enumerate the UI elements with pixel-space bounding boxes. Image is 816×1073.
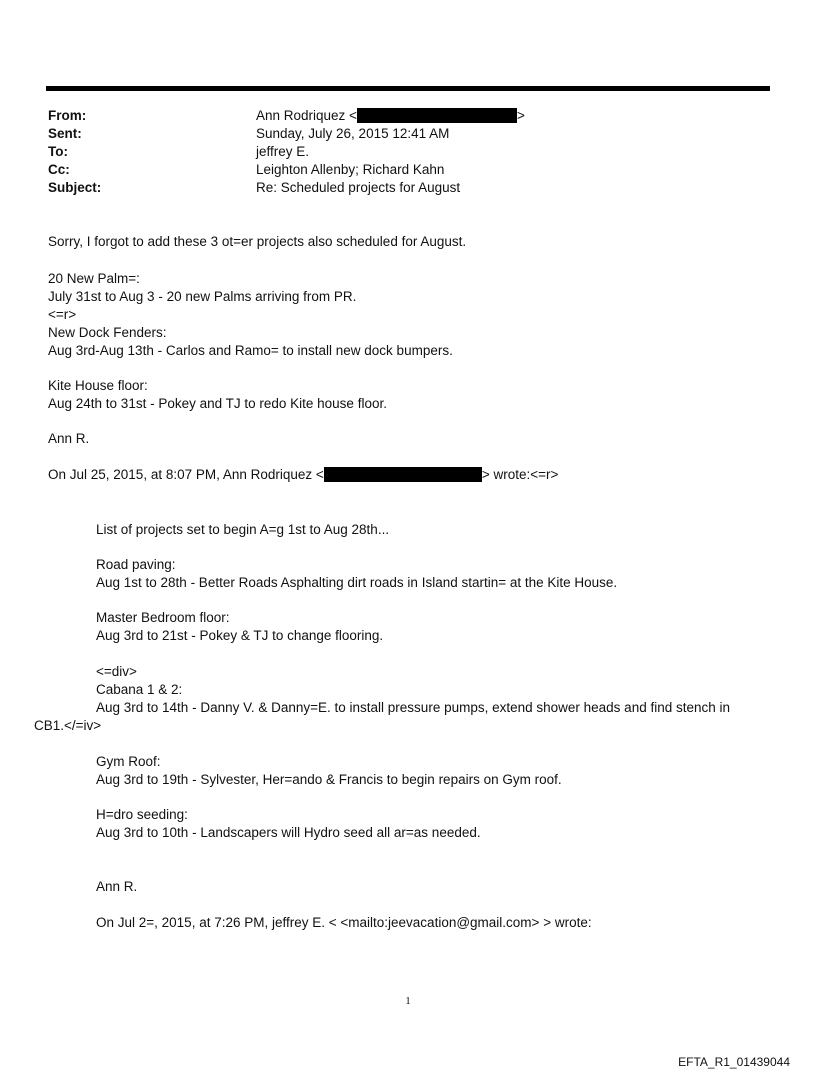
- quote-intro: [48, 466, 558, 484]
- sent-value: Sunday, July 26, 2015 12:41 AM: [256, 126, 450, 141]
- document-id: EFTA_R1_01439044: [678, 1055, 790, 1069]
- body-line: July 31st to Aug 3 - 20 new Palms arriving from PR.: [48, 289, 357, 304]
- subject-label: Subject:: [48, 180, 102, 195]
- quoted-line: Aug 3rd to 10th - Landscapers will Hydro seed all ar=as needed.: [96, 825, 481, 840]
- from-row: [48, 107, 768, 125]
- subject-row: [48, 179, 768, 197]
- redaction-box: [357, 108, 517, 123]
- body-line: Sorry, I forgot to add these 3 ot=er projects also scheduled for August.: [48, 234, 467, 249]
- to-label: To:: [48, 144, 68, 159]
- quoted-line: H=dro seeding:: [96, 807, 188, 822]
- sent-label: Sent:: [48, 126, 82, 141]
- body-line: <=r>: [48, 307, 77, 322]
- sent-row: [48, 125, 768, 143]
- body-line: Aug 24th to 31st - Pokey and TJ to redo Kite house floor.: [48, 396, 387, 411]
- header-rule: [46, 86, 770, 91]
- to-value: jeffrey E.: [256, 144, 310, 159]
- from-name: Ann Rodriquez <: [256, 108, 357, 123]
- signature: Ann R.: [48, 431, 90, 446]
- quoted-signature: Ann R.: [96, 879, 138, 894]
- cc-row: [48, 161, 768, 179]
- quote-intro-end: > wrote:<=r>: [481, 467, 559, 482]
- from-value: [256, 107, 525, 125]
- subject-value: Re: Scheduled projects for August: [256, 180, 461, 195]
- from-label: From:: [48, 108, 87, 123]
- page-number: 1: [405, 995, 411, 1007]
- body-line: 20 New Palm=:: [48, 271, 140, 286]
- quoted-line: On Jul 2=, 2015, at 7:26 PM, jeffrey E. < <mailto:jeevacation@gmail.com> > wrote:: [96, 915, 592, 930]
- quote-intro-text: On Jul 25, 2015, at 8:07 PM, Ann Rodriquez <: [48, 467, 324, 482]
- quoted-line: CB1.</=iv>: [34, 718, 102, 733]
- quoted-line: Gym Roof:: [96, 754, 161, 769]
- body-line: New Dock Fenders:: [48, 325, 167, 340]
- quoted-line: Aug 3rd to 21st - Pokey & TJ to change flooring.: [96, 628, 384, 643]
- quoted-line: List of projects set to begin A=g 1st to Aug 28th...: [96, 522, 390, 537]
- quoted-line: Cabana 1 & 2:: [96, 682, 183, 697]
- quoted-line: <=div>: [96, 664, 137, 679]
- redaction-box: [324, 467, 482, 482]
- quoted-line: Aug 1st to 28th - Better Roads Asphalting dirt roads in Island startin= at the Kite House.: [96, 575, 618, 590]
- from-close: >: [516, 108, 525, 123]
- quoted-line: Aug 3rd to 14th - Danny V. & Danny=E. to install pressure pumps, extend shower heads and find stench in: [96, 700, 731, 715]
- cc-value: Leighton Allenby; Richard Kahn: [256, 162, 445, 177]
- body-line: Aug 3rd-Aug 13th - Carlos and Ramo= to install new dock bumpers.: [48, 343, 453, 358]
- quoted-line: Road paving:: [96, 557, 176, 572]
- quoted-line: Master Bedroom floor:: [96, 610, 230, 625]
- body-line: Kite House floor:: [48, 378, 148, 393]
- cc-label: Cc:: [48, 162, 70, 177]
- quoted-line: Aug 3rd to 19th - Sylvester, Her=ando & Francis to begin repairs on Gym roof.: [96, 772, 562, 787]
- to-row: [48, 143, 768, 161]
